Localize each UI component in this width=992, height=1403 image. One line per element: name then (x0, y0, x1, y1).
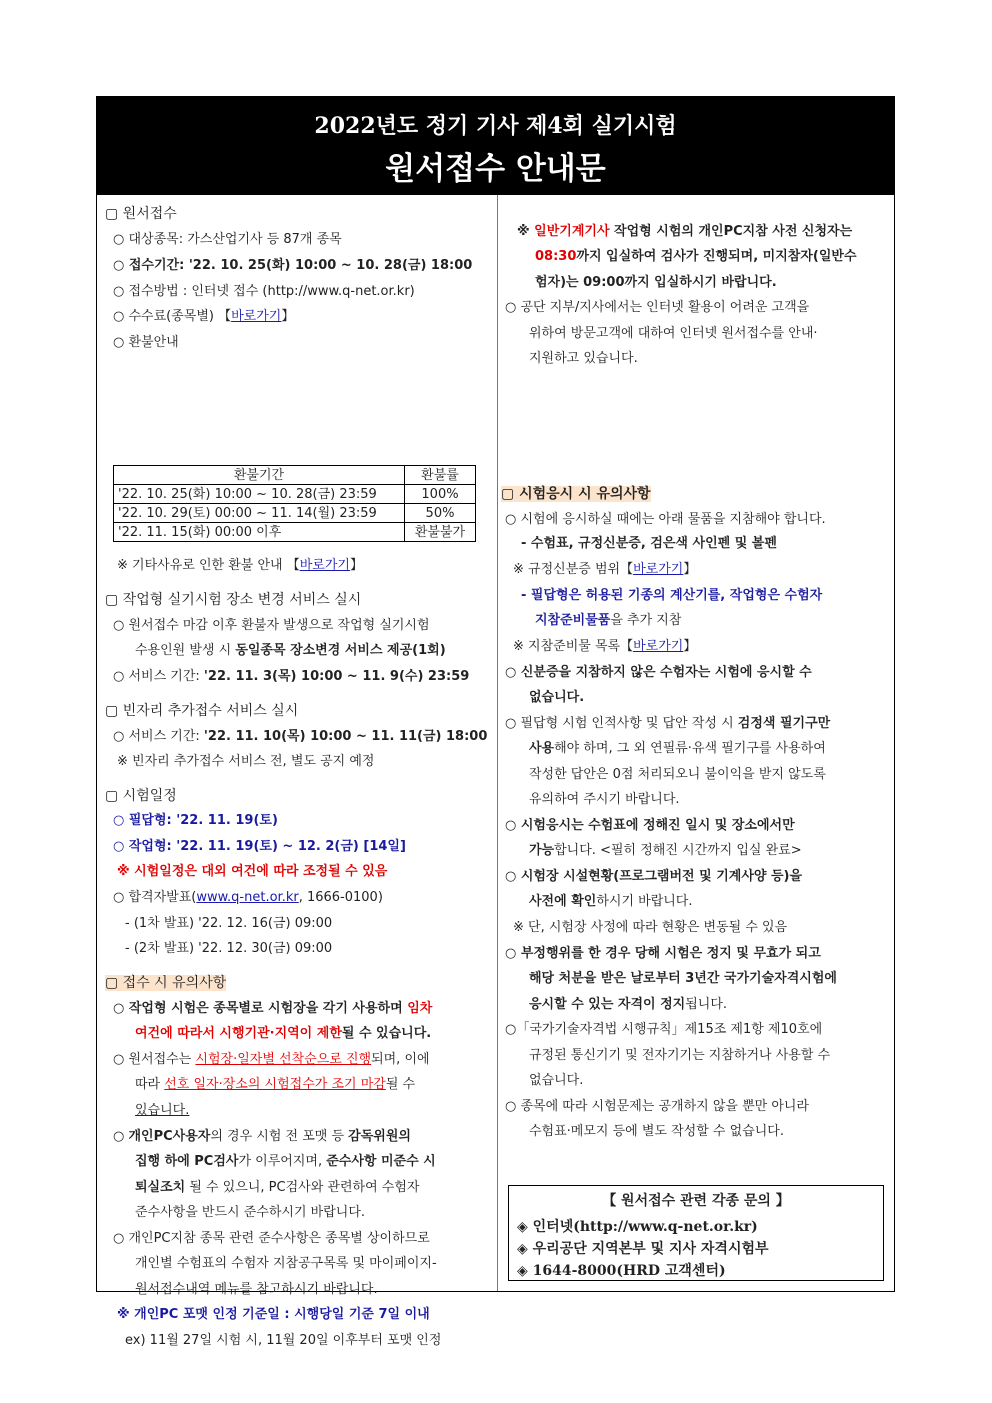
exam-item4-pen: 검정색 필기구만 (737, 716, 831, 731)
pc-notice-mark: ※ (517, 224, 535, 239)
qnet-link[interactable]: www.q-net.or.kr (196, 890, 299, 905)
caution2-first-come: 시험장·일자별 선착순으로 진행 (195, 1052, 372, 1067)
refund-table (113, 465, 476, 542)
exam-item1-sub: - 수험표, 규정신분증, 검은색 사인펜 및 볼펜 (521, 536, 777, 551)
exam-item2-text2: 을 추가 지참 (610, 613, 682, 628)
caution2-text2: 따라 (135, 1077, 165, 1092)
refund-note-text: ※ 기타사유로 인한 환불 안내 【 (117, 558, 300, 573)
pc-notice-line3: 험자)는 09:00까지 입실하시기 바랍니다. (535, 275, 777, 290)
caution1-text: ○ 작업형 시험은 종목별로 시험장을 각기 사용하며 (113, 1001, 408, 1016)
table-row (114, 523, 476, 542)
caution3-line3 (135, 1179, 419, 1197)
caution3-supervisor: 감독위원의 (348, 1129, 411, 1144)
caution1-line2 (135, 1025, 431, 1043)
caution2-line1 (113, 1051, 430, 1069)
section-venue-change-heading: ▢ 작업형 실기시험 장소 변경 서비스 실시 (105, 592, 362, 608)
pc-notice-subject: 일반기계기사 (534, 224, 610, 239)
exam-item4-text2: 해야 하며, 그 외 연필류·유색 필기구를 사용하여 (554, 741, 826, 756)
exam-item4-use: 사용 (529, 741, 555, 756)
caution2-text2-end: 될 수 (385, 1077, 416, 1092)
exam-item7-line3 (529, 996, 727, 1014)
caution3-line1 (113, 1128, 411, 1146)
schedule-result-text: ○ 합격자발표( (113, 890, 197, 905)
exam-item3-line2: 없습니다. (529, 690, 585, 705)
schedule-first-announcement: - (1차 발표) '22. 12. 16(금) 09:00 (125, 916, 333, 931)
exam-item1-note-close: 】 (683, 562, 697, 577)
refund-header-rate: 환불률 (405, 466, 476, 485)
branch-support-line2: 위하여 방문고객에 대하여 인터넷 원서접수를 안내· (529, 326, 818, 341)
vacancy-period-label: ○ 서비스 기간: (113, 729, 204, 744)
section-exam-heading (501, 485, 651, 503)
contact-title: 【 원서접수 관련 각종 문의 】 (602, 1193, 790, 1209)
supplies-link[interactable]: 바로가기 (633, 639, 684, 654)
schedule-result-phone: , 1666-0100) (298, 890, 383, 905)
caution3-pc-user: 개인PC사용자 (128, 1129, 211, 1144)
schedule-practical: ○ 작업형: '22. 11. 19(토) ~ 12. 2(금) [14일] (113, 839, 406, 854)
caution2-line2 (135, 1076, 415, 1094)
exam-item8-line1: ○「국가기술자격법 시행규칙」제15조 제1항 제10호에 (505, 1022, 823, 1037)
caution3-line2 (135, 1153, 436, 1171)
header-title-line2: 원서접수 안내문 (385, 151, 606, 187)
fee-link[interactable]: 바로가기 (231, 309, 282, 324)
exam-item5-line1: ○ 시험응시는 수험표에 정해진 일시 및 장소에서만 (505, 818, 795, 833)
venue-change-item1-line1: ○ 원서접수 마감 이후 환불자 발생으로 작업형 실기시험 (113, 618, 430, 633)
exam-item3-line1: ○ 신분증을 지참하지 않은 수험자는 시험에 응시할 수 (505, 665, 812, 680)
caution5-format-rule: ※ 개인PC 포맷 인정 기준일 : 시행당일 기준 7일 이내 (117, 1307, 430, 1322)
exam-item8-line3: 없습니다. (529, 1073, 584, 1088)
venue-change-period-value: '22. 11. 3(목) 10:00 ~ 11. 9(수) 23:59 (203, 669, 470, 684)
exam-item1-note (513, 561, 696, 579)
vacancy-period-value: '22. 11. 10(목) 10:00 ~ 11. 11(금) 18:00 (203, 729, 488, 744)
caution5-example: ex) 11월 27일 시험 시, 11월 20일 이후부터 포맷 인정 (125, 1333, 442, 1348)
venue-change-period (113, 668, 469, 686)
notice-frame (96, 96, 895, 1348)
header-title-line1: 2022년도 정기 기사 제4회 실기시험 (314, 113, 677, 139)
caution4-line3: 원서접수내역 메뉴를 참고하시기 바랍니다. (135, 1282, 378, 1297)
exam-item7-line1: ○ 부정행위를 한 경우 당해 시험은 정지 및 무효가 되고 (505, 946, 821, 961)
section-cautions-heading (105, 974, 226, 992)
exam-item1: ○ 시험에 응시하실 때에는 아래 물품을 지참해야 합니다. (505, 512, 826, 527)
vacancy-period (113, 728, 487, 746)
apply-fee-close: 】 (281, 309, 295, 324)
exam-item4-text: ○ 필답형 시험 인적사항 및 답안 작성 시 (505, 716, 738, 731)
refund-header-period: 환불기간 (114, 466, 405, 485)
venue-change-text: 수용인원 발생 시 (135, 643, 236, 658)
caution4-line2: 개인별 수험표의 수험자 지참공구목록 및 마이페이지- (135, 1256, 437, 1271)
refund-note (117, 557, 363, 575)
apply-method: ○ 접수방법 : 인터넷 접수 (http://www.q-net.or.kr) (113, 284, 415, 299)
pc-notice-time: 08:30 (535, 249, 577, 264)
pc-notice-text2: 까지 입실하여 검사가 진행되며, 미지참자(일반수 (576, 249, 857, 264)
refund-note-close: 】 (349, 558, 363, 573)
venue-change-emphasis: 동일종목 장소변경 서비스 제공(1회) (235, 643, 446, 658)
exam-item4-line1 (505, 715, 830, 733)
column-divider (497, 195, 498, 1291)
caution2-early-close: 선호 일자·장소의 시험접수가 조기 마감 (164, 1077, 386, 1092)
refund-rate-cell: 50% (405, 504, 476, 523)
schedule-warning: ※ 시험일정은 대외 여건에 따라 조정될 수 있음 (117, 864, 388, 879)
pc-notice-text: 작업형 시험의 개인PC지참 사전 신청자는 (609, 224, 853, 239)
exam-heading-text: ▢ 시험응시 시 유의사항 (501, 486, 651, 502)
caution3-text2: 가 이루어지며, (238, 1154, 327, 1169)
refund-rate-cell: 환불불가 (405, 523, 476, 542)
exam-item9-line1: ○ 종목에 따라 시험문제는 공개하지 않을 뿐만 아니라 (505, 1099, 809, 1114)
exam-item2-text: 필답형은 허용된 기종의 계산기를, 작업형은 수험자 (530, 588, 823, 603)
apply-fee (113, 308, 294, 326)
caution2-text: ○ 원서접수는 (113, 1052, 196, 1067)
exam-item1-note-text: ※ 규정신분증 범위【 (513, 562, 634, 577)
refund-note-link[interactable]: 바로가기 (299, 558, 350, 573)
exam-item4-line3: 작성한 답안은 0점 처리되오니 불이익을 받지 않도록 (529, 767, 826, 782)
table-row (114, 504, 476, 523)
schedule-result (113, 889, 383, 907)
vacancy-note: ※ 빈자리 추가접수 서비스 전, 별도 공지 예정 (117, 754, 375, 769)
exam-item2-line2 (535, 612, 681, 630)
apply-refund: ○ 환불안내 (113, 335, 179, 350)
exam-item6-line2 (529, 893, 693, 911)
exam-item6-text: 하시기 바랍니다. (596, 894, 693, 909)
refund-period-cell: '22. 10. 29(토) 00:00 ~ 11. 14(월) 23:59 (114, 504, 405, 523)
refund-period-cell: '22. 10. 25(화) 10:00 ~ 10. 28(금) 23:59 (114, 485, 405, 504)
exam-item5-possible: 가능 (529, 843, 555, 858)
section-apply-heading: ▢ 원서접수 (105, 206, 177, 222)
exam-item6-line1: ○ 시험장 시설현황(프로그램버전 및 기계사양 등)을 (505, 869, 803, 884)
caution1-end: 될 수 있습니다. (341, 1026, 432, 1041)
exam-item4-line4: 유의하여 주시기 바랍니다. (529, 792, 680, 807)
contact-phone: ◈ 1644-8000(HRD 고객센터) (517, 1263, 726, 1279)
branch-support-line3: 지원하고 있습니다. (529, 351, 638, 366)
exam-item7-suspend: 응시할 수 있는 자격이 정지 (529, 997, 686, 1012)
apply-fee-text: ○ 수수료(종목별) 【 (113, 309, 232, 324)
caution3-pc-check: 집행 하에 PC검사 (135, 1154, 239, 1169)
caution1-line1 (113, 1000, 432, 1018)
exam-item2-dash: - (521, 588, 531, 603)
schedule-second-announcement: - (2차 발표) '22. 12. 30(금) 09:00 (125, 941, 333, 956)
contact-branch: ◈ 우리공단 지역본부 및 지사 자격시험부 (517, 1241, 769, 1257)
exam-item2-line1 (521, 587, 822, 605)
caution3-bullet: ○ (113, 1129, 129, 1144)
exam-item8-line2: 규정된 통신기기 및 전자기기는 지참하거나 사용할 수 (529, 1048, 831, 1063)
apply-period: ○ 접수기간: '22. 10. 25(화) 10:00 ~ 10. 28(금) 18:00 (113, 258, 473, 273)
exam-item6-note: ※ 단, 시험장 사정에 따라 현황은 변동될 수 있음 (513, 920, 788, 935)
caution2-line3: 있습니다. (135, 1103, 190, 1118)
exam-item5-line2 (529, 842, 802, 860)
apply-target: ○ 대상종목: 가스산업기사 등 87개 종목 (113, 232, 342, 247)
caution3-line4: 준수사항을 반드시 준수하시기 바랍니다. (135, 1205, 366, 1220)
caution3-violation: 준수사항 미준수 시 (326, 1154, 436, 1169)
refund-rate-cell: 100% (405, 485, 476, 504)
exam-item9-line2: 수험표·메모지 등에 별도 작성할 수 없습니다. (529, 1124, 784, 1139)
exam-item2-supplies: 지참준비물품 (535, 613, 611, 628)
exam-item2-note-text: ※ 지참준비물 목록【 (513, 639, 634, 654)
exam-item4-line2 (529, 740, 826, 758)
cautions-heading-text: ▢ 접수 시 유의사항 (105, 975, 227, 991)
section-schedule-heading: ▢ 시험일정 (105, 788, 177, 804)
pc-notice-line1 (517, 223, 852, 241)
caution1-restriction: 여건에 따라서 시행기관·지역이 제한 (135, 1026, 342, 1041)
section-vacancy-heading: ▢ 빈자리 추가접수 서비스 실시 (105, 703, 299, 719)
schedule-written: ○ 필답형: '22. 11. 19(토) (113, 813, 278, 828)
exam-item2-note-close: 】 (683, 639, 697, 654)
caution1-red: 임차 (407, 1001, 433, 1016)
caution3-expel: 퇴실조치 (135, 1180, 186, 1195)
exam-item7-line2: 해당 처분을 받은 날로부터 3년간 국가기술자격시험에 (529, 971, 837, 986)
caution4-line1: ○ 개인PC지참 종목 관련 준수사항은 종목별 상이하므로 (113, 1231, 430, 1246)
caution3-text: 의 경우 시험 전 포맷 등 (210, 1129, 349, 1144)
notice-header (97, 97, 894, 195)
exam-item7-text: 됩니다. (685, 997, 728, 1012)
id-link[interactable]: 바로가기 (633, 562, 684, 577)
contact-box (508, 1185, 884, 1281)
venue-change-item1-line2 (135, 642, 446, 660)
exam-item5-text: 합니다. <필히 정해진 시간까지 입실 완료> (554, 843, 802, 858)
branch-support-line1: ○ 공단 지부/지사에서는 인터넷 활용이 어려운 고객을 (505, 300, 810, 315)
caution2-text-end: 되며, 이에 (371, 1052, 430, 1067)
refund-period-cell: '22. 11. 15(화) 00:00 이후 (114, 523, 405, 542)
exam-item6-check: 사전에 확인 (529, 894, 597, 909)
caution3-text3: 될 수 있으니, PC검사와 관련하여 수험자 (185, 1180, 420, 1195)
pc-notice-line2 (535, 248, 857, 266)
table-row (114, 485, 476, 504)
exam-item2-note (513, 638, 696, 656)
venue-change-period-label: ○ 서비스 기간: (113, 669, 204, 684)
contact-internet: ◈ 인터넷(http://www.q-net.or.kr) (517, 1219, 758, 1235)
